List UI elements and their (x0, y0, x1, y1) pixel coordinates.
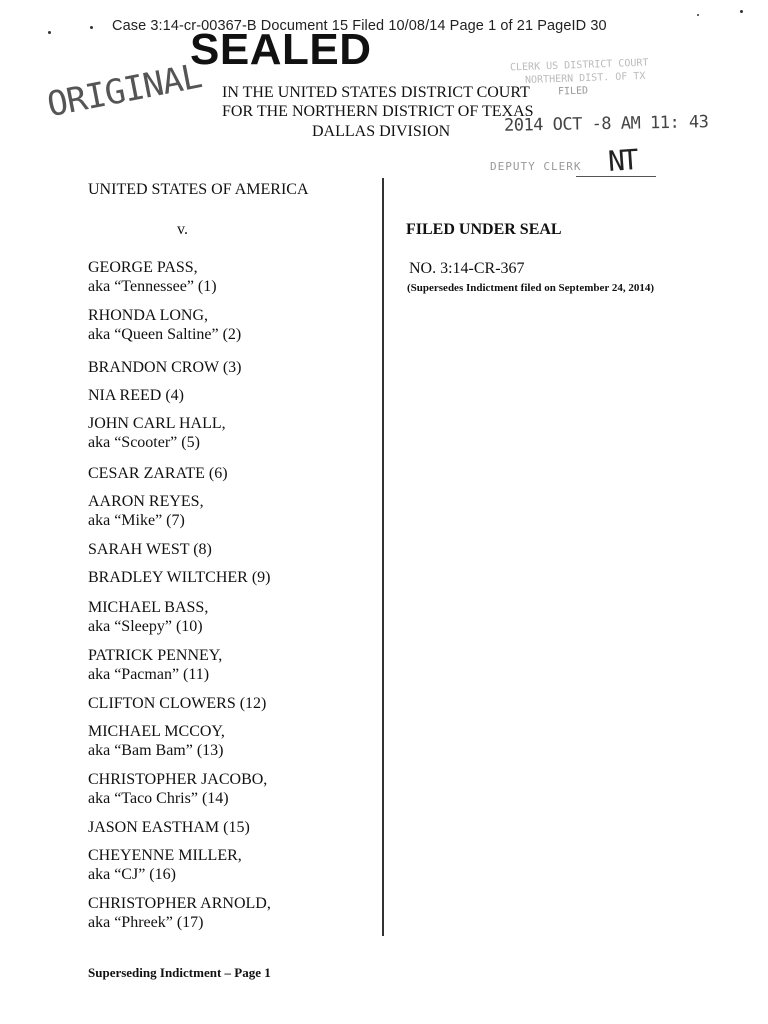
defendant-alias: aka “CJ” (16) (88, 866, 176, 883)
plaintiff-name: UNITED STATES OF AMERICA (88, 181, 309, 198)
defendant-name: BRADLEY WILTCHER (9) (88, 569, 271, 586)
defendant-alias: aka “Bam Bam” (13) (88, 742, 224, 759)
defendant-alias: aka “Sleepy” (10) (88, 618, 203, 635)
defendant-alias: aka “Taco Chris” (14) (88, 790, 229, 807)
court-name-line-1: IN THE UNITED STATES DISTRICT COURT (222, 84, 530, 101)
scan-speck (697, 14, 699, 16)
defendant-name: MICHAEL MCCOY, (88, 723, 225, 740)
defendant-name: GEORGE PASS, (88, 259, 198, 276)
supersedes-note: (Supersedes Indictment filed on September 24, 2014) (407, 282, 654, 294)
court-name-line-2: FOR THE NORTHERN DISTRICT OF TEXAS (222, 103, 534, 120)
scan-speck (90, 26, 93, 29)
deputy-clerk-label: DEPUTY CLERK (490, 160, 582, 173)
clerk-stamp-line-2: NORTHERN DIST. OF TX (524, 70, 646, 87)
defendant-name: JASON EASTHAM (15) (88, 819, 250, 836)
defendant-name: PATRICK PENNEY, (88, 647, 223, 664)
case-number: NO. 3:14-CR-367 (409, 260, 525, 277)
defendant-name: CHRISTOPHER ARNOLD, (88, 895, 271, 912)
clerk-stamp-datetime: 2014 OCT -8 AM 11: 43 (503, 112, 709, 136)
clerk-stamp-line-1: CLERK US DISTRICT COURT (509, 57, 649, 74)
defendant-alias: aka “Tennessee” (1) (88, 278, 217, 295)
clerk-stamp-filed: FILED (557, 85, 589, 98)
deputy-clerk-initials: NT (606, 143, 637, 178)
defendant-name: NIA REED (4) (88, 387, 184, 404)
ecf-header-line: Case 3:14-cr-00367-B Document 15 Filed 10/08/14 Page 1 of 21 PageID 30 (112, 18, 607, 34)
caption-divider (382, 178, 384, 936)
defendant-name: CESAR ZARATE (6) (88, 465, 228, 482)
defendant-name: AARON REYES, (88, 493, 204, 510)
defendant-name: BRANDON CROW (3) (88, 359, 242, 376)
defendant-alias: aka “Queen Saltine” (2) (88, 326, 242, 343)
filed-under-seal: FILED UNDER SEAL (406, 221, 562, 238)
defendant-name: CHEYENNE MILLER, (88, 847, 242, 864)
defendant-name: CLIFTON CLOWERS (12) (88, 695, 267, 712)
defendant-name: MICHAEL BASS, (88, 599, 209, 616)
defendant-alias: aka “Pacman” (11) (88, 666, 210, 683)
defendant-alias: aka “Phreek” (17) (88, 914, 204, 931)
versus: v. (177, 221, 188, 238)
sealed-stamp: SEALED (190, 25, 372, 74)
page-footer: Superseding Indictment – Page 1 (88, 965, 271, 980)
scan-speck (48, 31, 51, 34)
defendant-name: RHONDA LONG, (88, 307, 208, 324)
court-division: DALLAS DIVISION (312, 123, 451, 140)
defendant-alias: aka “Mike” (7) (88, 512, 185, 529)
defendant-name: CHRISTOPHER JACOBO, (88, 771, 268, 788)
original-stamp: ORIGINAL (44, 56, 205, 126)
defendant-alias: aka “Scooter” (5) (88, 434, 200, 451)
defendant-name: SARAH WEST (8) (88, 541, 212, 558)
defendant-name: JOHN CARL HALL, (88, 415, 226, 432)
scan-speck (740, 10, 743, 13)
